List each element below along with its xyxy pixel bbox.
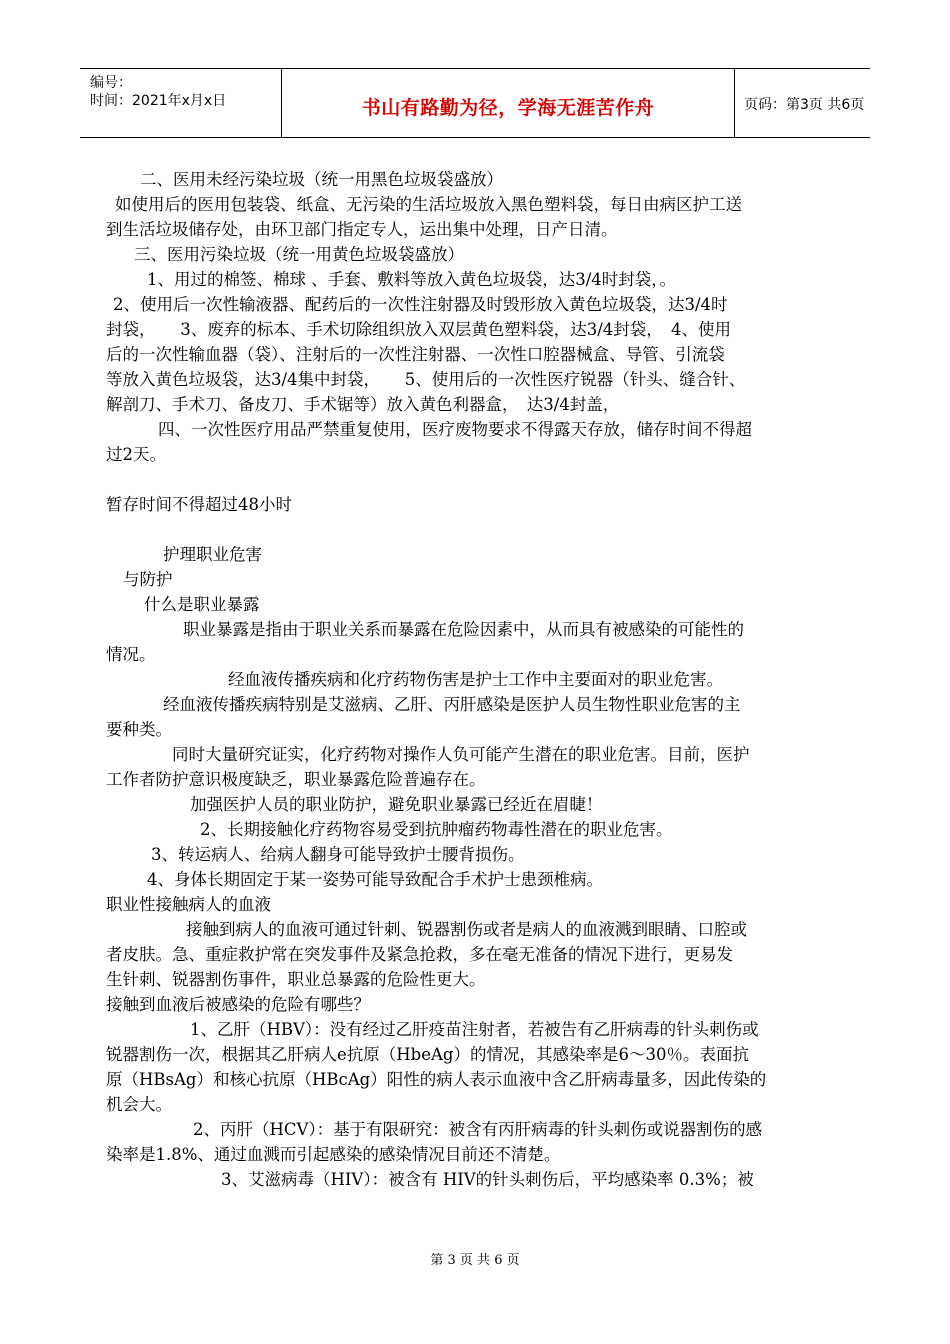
page-code: 页码：第3页 共6页: [744, 97, 865, 113]
text-line: 职业暴露是指由于职业关系而暴露在危险因素中，从而具有被感染的可能性的: [183, 620, 744, 639]
text-line: 等放入黄色垃圾袋，达3/4集中封袋， 5、使用后的一次性医疗锐器（针头、缝合针、: [106, 370, 746, 389]
text-line: 3、艾滋病毒（HIV）：被含有 HIV的针头刺伤后，平均感染率 0.3%；被: [221, 1170, 754, 1189]
text-line: 染率是1.8%、通过血溅而引起感染的感染情况目前还不清楚。: [106, 1145, 561, 1164]
serial-label: 编号：: [90, 75, 132, 91]
header-page-cell: [734, 69, 870, 137]
text-line: 工作者防护意识极度缺乏，职业暴露危险普遍存在。: [106, 770, 486, 789]
text-line: 生针刺、锐器割伤事件，职业总暴露的危险性更大。: [106, 970, 486, 989]
text-line: 后的一次性输血器（袋）、注射后的一次性注射器、一次性口腔器械盒、导管、引流袋: [106, 345, 725, 364]
header-motto-cell: [281, 69, 735, 137]
text-line: 原（HBsAg）和核心抗原（HBcAg）阳性的病人表示血液中含乙肝病毒量多，因此传染的: [106, 1070, 767, 1089]
text-line: 者皮肤。急、重症救护常在突发事件及紧急抢救，多在毫无准备的情况下进行，更易发: [106, 945, 733, 964]
text-line: 经血液传播疾病特别是艾滋病、乙肝、丙肝感染是医护人员生物性职业危害的主: [163, 695, 741, 714]
text-line: 经血液传播疾病和化疗药物伤害是护士工作中主要面对的职业危害。: [228, 670, 723, 689]
text-line: 情况。: [106, 645, 156, 664]
text-line: 同时大量研究证实，化疗药物对操作人负可能产生潜在的职业危害。目前，医护: [172, 745, 750, 764]
text-line: 2、使用后一次性输液器、配药后的一次性注射器及时毁形放入黄色垃圾袋，达3/4时: [113, 295, 728, 314]
text-line: 封袋， 3、废弃的标本、手术切除组织放入双层黄色塑料袋，达3/4封袋， 4、使用: [106, 320, 732, 339]
section-heading-4: 四、一次性医疗用品严禁重复使用，医疗废物要求不得露天存放，储存时间不得超: [158, 420, 752, 439]
section-heading-3: 三、医用污染垃圾（统一用黄色垃圾袋盛放）: [134, 245, 464, 264]
text-line: 要种类。: [106, 720, 172, 739]
text-line: 1、用过的棉签、棉球 、手套、敷料等放入黄色垃圾袋，达3/4时封袋，。: [147, 270, 677, 289]
text-line: 加强医护人员的职业防护，避免职业暴露已经近在眉睫！: [190, 795, 603, 814]
text-line: 3、转运病人、给病人翻身可能导致护士腰背损伤。: [151, 845, 525, 864]
subheading: 职业性接触病人的血液: [106, 895, 271, 914]
page-footer: 第 3 页 共 6 页: [430, 1253, 520, 1268]
text-line: 锐器割伤一次，根据其乙肝病人e抗原（HbeAg）的情况，其感染率是6～30％。表面抗: [106, 1045, 749, 1064]
subheading: 什么是职业暴露: [144, 595, 260, 614]
text-line: 过2天。: [106, 445, 166, 464]
text-line: 解剖刀、手术刀、备皮刀、手术锯等）放入黄色利器盒， 达3/4封盖，: [106, 395, 620, 414]
text-line: 4、身体长期固定于某一姿势可能导致配合手术护士患颈椎病。: [147, 870, 603, 889]
text-line: 暂存时间不得超过48小时: [106, 495, 292, 514]
motto: 书山有路勤为径，学海无涯苦作舟: [361, 97, 655, 119]
text-line: 2、丙肝（HCV）：基于有限研究：被含有丙肝病毒的针头刺伤或说器割伤的感: [193, 1120, 763, 1139]
text-line: 机会大。: [106, 1095, 172, 1114]
time-label: 时间：2021年x月x日: [90, 93, 227, 109]
text-line: 1、乙肝（HBV）：没有经过乙肝疫苗注射者，若被告有乙肝病毒的针头刺伤或: [190, 1020, 759, 1039]
text-line: 到生活垃圾储存处，由环卫部门指定专人，运出集中处理，日产日清。: [106, 220, 618, 239]
header-table: [80, 68, 870, 138]
section-heading-2: 二、医用未经污染垃圾（统一用黑色垃圾袋盛放）: [140, 170, 503, 189]
text-line: 2、长期接触化疗药物容易受到抗肿瘤药物毒性潜在的职业危害。: [200, 820, 673, 839]
subheading: 与防护: [123, 570, 173, 589]
text-line: 接触到病人的血液可通过针刺、锐器割伤或者是病人的血液溅到眼睛、口腔或: [186, 920, 747, 939]
text-line: 如使用后的医用包装袋、纸盒、无污染的生活垃圾放入黑色塑料袋，每日由病区护工送: [115, 195, 742, 214]
subheading: 接触到血液后被感染的危险有哪些？: [106, 995, 370, 1014]
header-info-cell: [80, 69, 281, 137]
subheading: 护理职业危害: [163, 545, 262, 564]
